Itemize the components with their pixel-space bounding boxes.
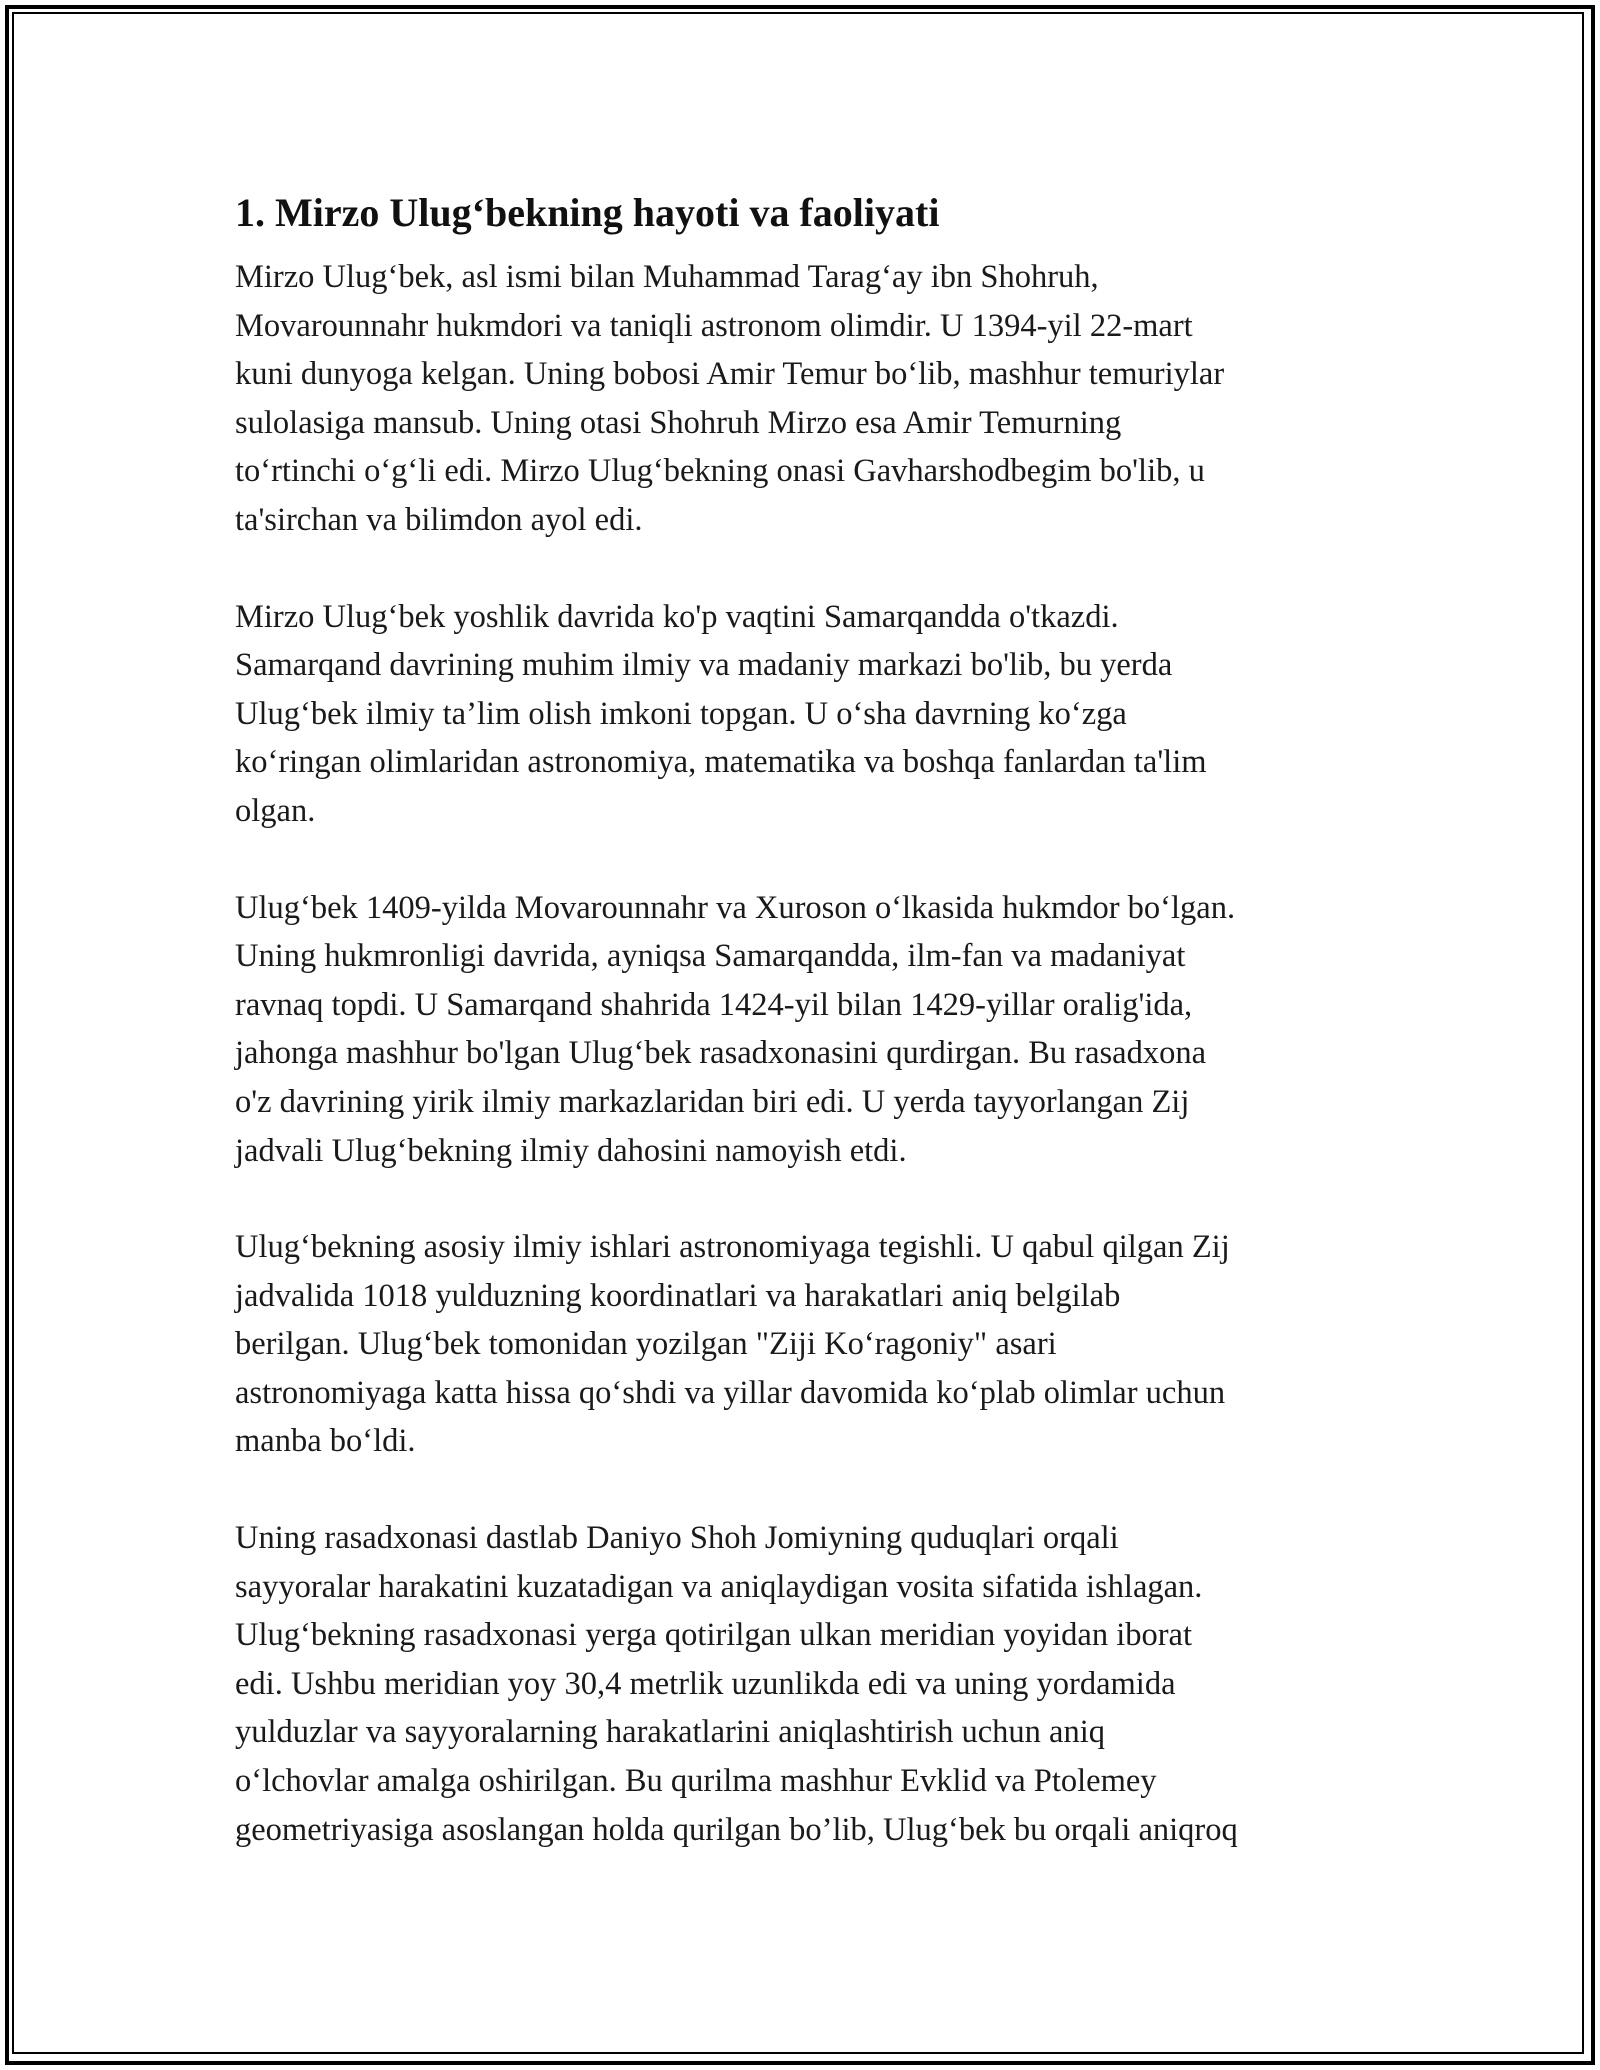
text-line: sulolasiga mansub. Uning otasi Shohruh Mirzo esa Amir Temurning — [235, 404, 1122, 441]
text-line: berilgan. Ulug‘bek tomonidan yozilgan "Ziji Ko‘ragoniy" asari — [235, 1326, 1057, 1363]
text-line: astronomiyaga katta hissa qo‘shdi va yillar davomida ko‘plab olimlar uchun — [235, 1374, 1226, 1411]
text-line: o'z davrining yirik ilmiy markazlaridan biri edi. U yerda tayyorlangan Zij — [235, 1083, 1190, 1120]
paragraph-5 — [235, 1514, 1385, 1854]
text-line: Ulug‘bek ilmiy ta’lim olish imkoni topgan. U o‘sha davrning ko‘zga — [235, 695, 1127, 732]
document-body — [235, 185, 1385, 1902]
text-line: Ulug‘bekning rasadxonasi yerga qotirilgan ulkan meridian yoyidan iborat — [235, 1617, 1193, 1654]
text-line: kuni dunyoga kelgan. Uning bobosi Amir Temur bo‘lib, mashhur temuriylar — [235, 356, 1225, 393]
text-line: yulduzlar va sayyoralarning harakatlarini aniqlashtirish uchun aniq — [235, 1714, 1105, 1751]
text-line: olgan. — [235, 792, 316, 829]
text-line: jadvalida 1018 yulduzning koordinatlari va harakatlari aniq belgilab — [235, 1277, 1121, 1314]
text-line: Mirzo Ulug‘bek yoshlik davrida ko'p vaqtini Samarqandda o'tkazdi. — [235, 598, 1119, 635]
text-line: Samarqand davrining muhim ilmiy va madaniy markazi bo'lib, bu yerda — [235, 647, 1173, 684]
text-line: Movarounnahr hukmdori va taniqli astronom olimdir. U 1394-yil 22-mart — [235, 307, 1193, 344]
section-heading: 1. Mirzo Ulug‘bekning hayoti va faoliyati — [235, 190, 940, 235]
paragraph-4 — [235, 1223, 1385, 1466]
text-line: Uning hukmronligi davrida, ayniqsa Samarqandda, ilm-fan va madaniyat — [235, 938, 1186, 975]
text-line: sayyoralar harakatini kuzatadigan va aniqlaydigan vosita sifatida ishlagan. — [235, 1568, 1203, 1605]
text-line: manba bo‘ldi. — [235, 1423, 416, 1460]
text-line: ta'sirchan va bilimdon ayol edi. — [235, 501, 643, 538]
text-line: Ulug‘bek 1409-yilda Movarounnahr va Xuroson o‘lkasida hukmdor bo‘lgan. — [235, 889, 1236, 926]
text-line: jahonga mashhur bo'lgan Ulug‘bek rasadxonasini qurdirgan. Bu rasadxona — [235, 1035, 1207, 1072]
text-line: Ulug‘bekning asosiy ilmiy ishlari astronomiyaga tegishli. U qabul qilgan Zij — [235, 1229, 1230, 1266]
paragraph-1 — [235, 253, 1385, 545]
text-line: ravnaq topdi. U Samarqand shahrida 1424-yil bilan 1429-yillar oralig'ida, — [235, 986, 1193, 1023]
paragraph-3 — [235, 884, 1385, 1176]
text-line: Uning rasadxonasi dastlab Daniyo Shoh Jomiyning quduqlari orqali — [235, 1520, 1119, 1557]
text-line: to‘rtinchi o‘g‘li edi. Mirzo Ulug‘bekning onasi Gavharshodbegim bo'lib, u — [235, 453, 1205, 490]
text-line: jadvali Ulug‘bekning ilmiy dahosini namoyish etdi. — [235, 1132, 907, 1169]
paragraph-2 — [235, 593, 1385, 836]
text-line: Mirzo Ulug‘bek, asl ismi bilan Muhammad Tarag‘ay ibn Shohruh, — [235, 259, 1099, 295]
text-line: o‘lchovlar amalga oshirilgan. Bu qurilma mashhur Evklid va Ptolemey — [235, 1763, 1157, 1800]
text-line: edi. Ushbu meridian yoy 30,4 metrlik uzunlikda edi va uning yordamida — [235, 1665, 1176, 1702]
text-line: geometriyasiga asoslangan holda qurilgan bo’lib, Ulug‘bek bu orqali aniqroq — [235, 1811, 1238, 1848]
text-line: ko‘ringan olimlaridan astronomiya, matematika va boshqa fanlardan ta'lim — [235, 744, 1207, 781]
